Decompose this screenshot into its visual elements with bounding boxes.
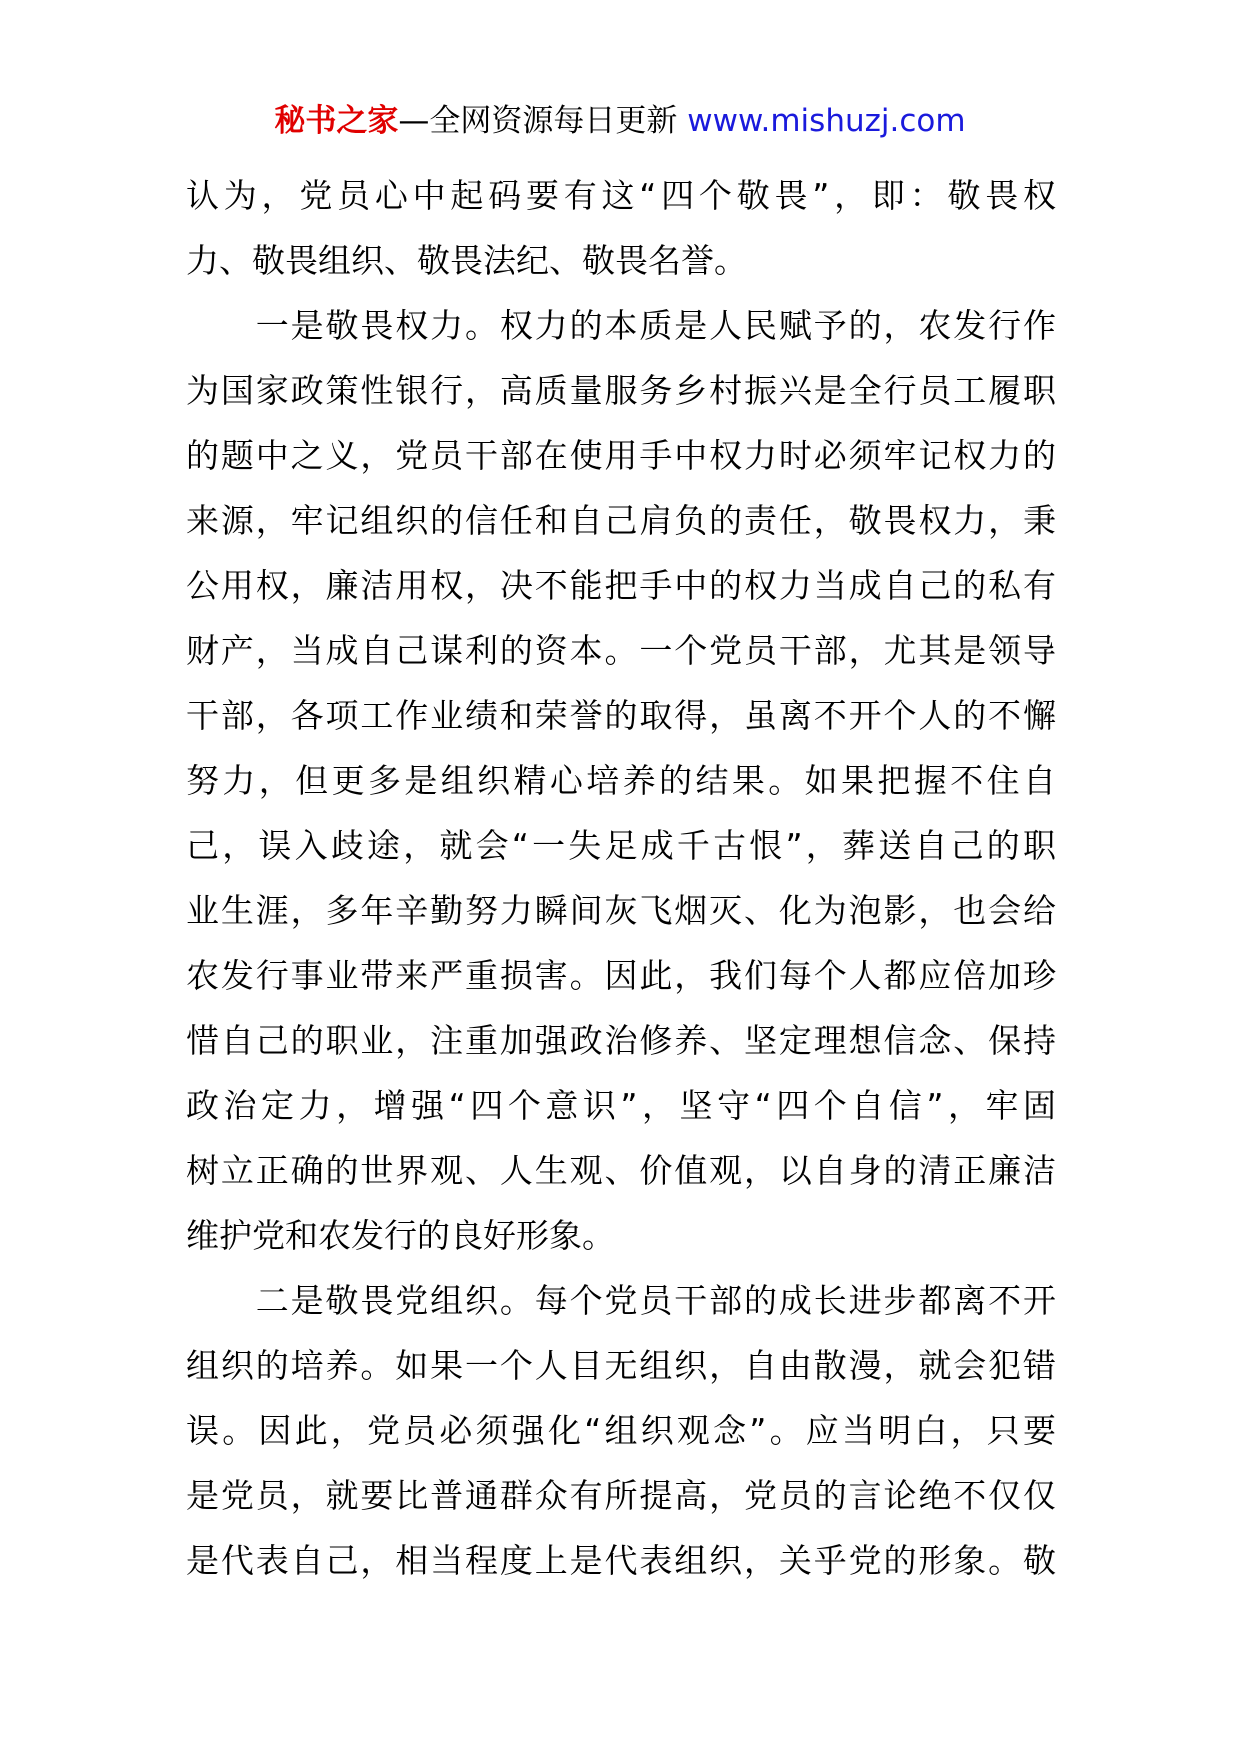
text-line: 的题中之义，党员干部在使用手中权力时必须牢记权力的 xyxy=(186,436,1056,475)
page-header xyxy=(0,100,1240,142)
text-line: 惜自己的职业，注重加强政治修养、坚定理想信念、保持 xyxy=(186,1021,1056,1060)
text-line: 误。因此，党员必须强化“组织观念”。应当明白，只要 xyxy=(186,1411,1056,1450)
text-line: 力、敬畏组织、敬畏法纪、敬畏名誉。 xyxy=(186,241,747,280)
header-tagline: —全网资源每日更新 xyxy=(398,103,678,139)
text-line: 努力，但更多是组织精心培养的结果。如果把握不住自 xyxy=(186,761,1056,800)
header-brand: 秘书之家 xyxy=(274,103,399,139)
text-line: 公用权，廉洁用权，决不能把手中的权力当成自己的私有 xyxy=(186,566,1056,605)
text-line: 来源，牢记组织的信任和自己肩负的责任，敬畏权力，秉 xyxy=(186,501,1056,540)
text-line: 是党员，就要比普通群众有所提高，党员的言论绝不仅仅 xyxy=(186,1476,1056,1515)
document-body xyxy=(186,163,1056,1593)
text-line: 树立正确的世界观、人生观、价值观，以自身的清正廉洁 xyxy=(186,1151,1056,1190)
text-line: 业生涯，多年辛勤努力瞬间灰飞烟灭、化为泡影，也会给 xyxy=(186,891,1056,930)
text-line: 农发行事业带来严重损害。因此，我们每个人都应倍加珍 xyxy=(186,956,1056,995)
text-line: 为国家政策性银行，高质量服务乡村振兴是全行员工履职 xyxy=(186,371,1056,410)
text-line: 干部，各项工作业绩和荣誉的取得，虽离不开个人的不懈 xyxy=(186,696,1056,735)
text-line: 己，误入歧途，就会“一失足成千古恨”，葬送自己的职 xyxy=(186,826,1056,865)
text-line: 二是敬畏党组织。每个党员干部的成长进步都离不开 xyxy=(186,1281,1056,1320)
text-line: 认为，党员心中起码要有这“四个敬畏”，即：敬畏权 xyxy=(186,176,1056,215)
text-line: 维护党和农发行的良好形象。 xyxy=(186,1216,615,1255)
text-line: 一是敬畏权力。权力的本质是人民赋予的，农发行作 xyxy=(186,306,1056,345)
header-url-link[interactable]: www.mishuzj.com xyxy=(687,103,966,139)
text-line: 组织的培养。如果一个人目无组织，自由散漫，就会犯错 xyxy=(186,1346,1056,1385)
text-line: 政治定力，增强“四个意识”，坚守“四个自信”，牢固 xyxy=(186,1086,1056,1125)
text-line: 财产，当成自己谋利的资本。一个党员干部，尤其是领导 xyxy=(186,631,1056,670)
text-line: 是代表自己，相当程度上是代表组织，关乎党的形象。敬 xyxy=(186,1541,1056,1580)
